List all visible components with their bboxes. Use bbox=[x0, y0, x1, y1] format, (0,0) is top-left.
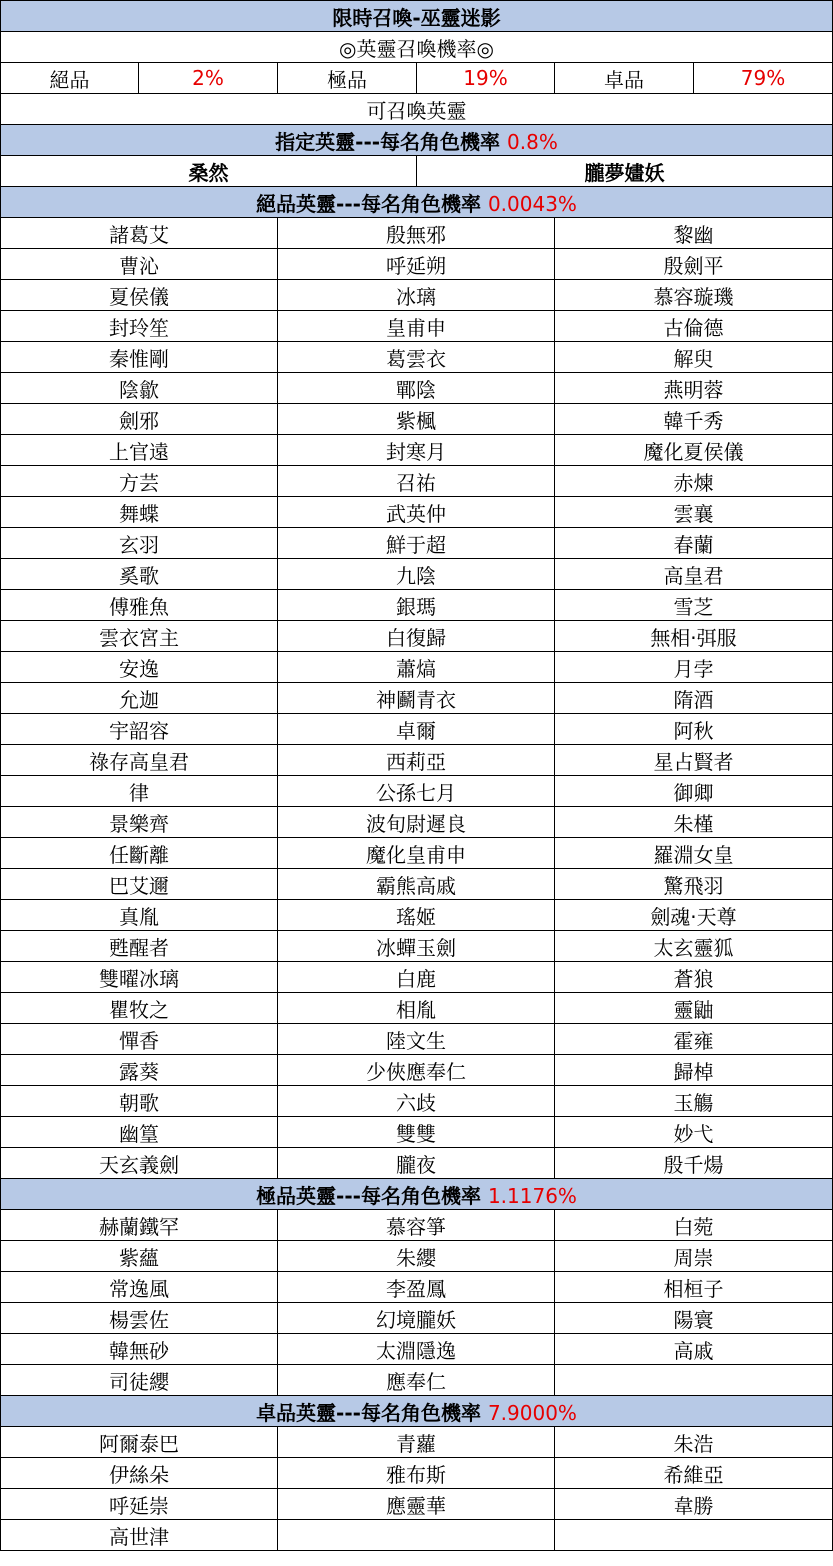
hero-name-cell: 九陰 bbox=[278, 559, 555, 590]
hero-name-cell: 希維亞 bbox=[555, 1458, 833, 1489]
hero-name-cell: 祿存高皇君 bbox=[1, 745, 278, 776]
hero-row bbox=[1, 404, 833, 435]
hero-name-cell: 太淵隱逸 bbox=[278, 1334, 555, 1365]
hero-name-cell: 韋勝 bbox=[555, 1489, 833, 1520]
hero-name-cell: 律 bbox=[1, 776, 278, 807]
hero-name-cell: 真胤 bbox=[1, 900, 278, 931]
hero-name-cell: 舞蝶 bbox=[1, 497, 278, 528]
rate-label-rare: 卓品 bbox=[555, 63, 694, 94]
hero-name-cell: 陸文生 bbox=[278, 1024, 555, 1055]
hero-row bbox=[1, 590, 833, 621]
hero-name-cell: 靈鼬 bbox=[555, 993, 833, 1024]
hero-name-cell: 阿秋 bbox=[555, 714, 833, 745]
hero-name-cell: 朱槿 bbox=[555, 807, 833, 838]
rate-subtitle: ◎英靈召喚機率◎ bbox=[1, 32, 833, 63]
hero-name-cell: 燕明蓉 bbox=[555, 373, 833, 404]
hero-name-cell: 楊雲佐 bbox=[1, 1303, 278, 1334]
designated-hero: 桑然 bbox=[1, 156, 417, 187]
summonable-label: 可召喚英靈 bbox=[1, 94, 833, 125]
hero-row bbox=[1, 1520, 833, 1551]
hero-row bbox=[1, 1303, 833, 1334]
hero-name-cell: 任斷離 bbox=[1, 838, 278, 869]
hero-row bbox=[1, 218, 833, 249]
hero-name-cell: 雪芝 bbox=[555, 590, 833, 621]
hero-name-cell: 殷劍平 bbox=[555, 249, 833, 280]
hero-name-cell: 殷無邪 bbox=[278, 218, 555, 249]
section-header-text: 卓品英靈---每名角色機率 bbox=[256, 1400, 481, 1425]
hero-name-cell: 景樂齊 bbox=[1, 807, 278, 838]
hero-row bbox=[1, 1427, 833, 1458]
rate-row bbox=[1, 63, 833, 94]
hero-name-cell: 玉觴 bbox=[555, 1086, 833, 1117]
hero-row bbox=[1, 311, 833, 342]
hero-row bbox=[1, 249, 833, 280]
hero-row bbox=[1, 435, 833, 466]
section-header-row bbox=[1, 1396, 833, 1427]
hero-row bbox=[1, 838, 833, 869]
hero-name-cell: 朧夜 bbox=[278, 1148, 555, 1179]
hero-row bbox=[1, 869, 833, 900]
hero-name-cell: 天玄義劍 bbox=[1, 1148, 278, 1179]
hero-name-cell: 應奉仁 bbox=[278, 1365, 555, 1396]
section-rate: 0.0043% bbox=[487, 191, 577, 216]
hero-row bbox=[1, 931, 833, 962]
hero-name-cell: 魔化皇甫申 bbox=[278, 838, 555, 869]
hero-name-cell: 封寒月 bbox=[278, 435, 555, 466]
title-row bbox=[1, 1, 833, 32]
hero-name-cell: 赫蘭鐵罕 bbox=[1, 1210, 278, 1241]
hero-name-cell: 劍魂·天尊 bbox=[555, 900, 833, 931]
hero-name-cell bbox=[278, 1520, 555, 1551]
hero-name-cell: 呼延朔 bbox=[278, 249, 555, 280]
hero-name-cell: 應靈華 bbox=[278, 1489, 555, 1520]
hero-row bbox=[1, 1334, 833, 1365]
hero-name-cell: 諸葛艾 bbox=[1, 218, 278, 249]
hero-name-cell: 白復歸 bbox=[278, 621, 555, 652]
rate-value-epic: 19% bbox=[417, 63, 555, 94]
hero-name-cell bbox=[555, 1520, 833, 1551]
rate-label-legendary: 絕品 bbox=[1, 63, 139, 94]
hero-name-cell: 皇甫申 bbox=[278, 311, 555, 342]
section-header bbox=[1, 187, 833, 218]
hero-name-cell: 宇韶容 bbox=[1, 714, 278, 745]
hero-name-cell: 羅淵女皇 bbox=[555, 838, 833, 869]
hero-name-cell: 韓無砂 bbox=[1, 1334, 278, 1365]
hero-name-cell: 李盈鳳 bbox=[278, 1272, 555, 1303]
hero-name-cell: 星占賢者 bbox=[555, 745, 833, 776]
hero-row bbox=[1, 1458, 833, 1489]
hero-row bbox=[1, 900, 833, 931]
hero-row bbox=[1, 1365, 833, 1396]
hero-name-cell: 赤煉 bbox=[555, 466, 833, 497]
hero-name-cell: 常逸風 bbox=[1, 1272, 278, 1303]
section-header-text: 指定英靈---每名角色機率 bbox=[275, 129, 501, 154]
designated-heroes-row bbox=[1, 156, 833, 187]
rate-label-epic: 極品 bbox=[278, 63, 417, 94]
hero-name-cell: 高世津 bbox=[1, 1520, 278, 1551]
hero-name-cell: 隋酒 bbox=[555, 683, 833, 714]
hero-name-cell: 青蘿 bbox=[278, 1427, 555, 1458]
hero-name-cell: 阿爾泰巴 bbox=[1, 1427, 278, 1458]
hero-name-cell: 劍邪 bbox=[1, 404, 278, 435]
hero-name-cell: 雙曜冰璃 bbox=[1, 962, 278, 993]
hero-name-cell: 銀瑪 bbox=[278, 590, 555, 621]
hero-name-cell: 魔化夏侯儀 bbox=[555, 435, 833, 466]
hero-row bbox=[1, 466, 833, 497]
hero-name-cell: 黎幽 bbox=[555, 218, 833, 249]
hero-name-cell: 召祐 bbox=[278, 466, 555, 497]
hero-name-cell: 蒼狼 bbox=[555, 962, 833, 993]
hero-name-cell: 幽篁 bbox=[1, 1117, 278, 1148]
hero-row bbox=[1, 1210, 833, 1241]
summonable-row bbox=[1, 94, 833, 125]
hero-name-cell: 西莉亞 bbox=[278, 745, 555, 776]
hero-row bbox=[1, 280, 833, 311]
hero-name-cell: 奚歌 bbox=[1, 559, 278, 590]
section-header-text: 絕品英靈---每名角色機率 bbox=[256, 191, 481, 216]
hero-row bbox=[1, 993, 833, 1024]
hero-row bbox=[1, 1241, 833, 1272]
hero-name-cell bbox=[555, 1365, 833, 1396]
hero-name-cell: 六歧 bbox=[278, 1086, 555, 1117]
hero-name-cell: 呼延崇 bbox=[1, 1489, 278, 1520]
hero-name-cell: 雅布斯 bbox=[278, 1458, 555, 1489]
rate-value-rare: 79% bbox=[694, 63, 833, 94]
hero-name-cell: 司徒纓 bbox=[1, 1365, 278, 1396]
hero-name-cell: 高戚 bbox=[555, 1334, 833, 1365]
hero-name-cell: 歸棹 bbox=[555, 1055, 833, 1086]
hero-row bbox=[1, 621, 833, 652]
hero-name-cell: 朝歌 bbox=[1, 1086, 278, 1117]
page-title: 限時召喚-巫靈迷影 bbox=[1, 1, 833, 32]
hero-name-cell: 陰歙 bbox=[1, 373, 278, 404]
designated-header-row bbox=[1, 125, 833, 156]
section-rate: 7.9000% bbox=[487, 1400, 577, 1425]
hero-name-cell: 高皇君 bbox=[555, 559, 833, 590]
hero-name-cell: 傅雅魚 bbox=[1, 590, 278, 621]
designated-hero: 朧夢嫿妖 bbox=[417, 156, 833, 187]
hero-name-cell: 雲襄 bbox=[555, 497, 833, 528]
hero-name-cell: 冰蟬玉劍 bbox=[278, 931, 555, 962]
subtitle-row bbox=[1, 32, 833, 63]
hero-name-cell: 驚飛羽 bbox=[555, 869, 833, 900]
hero-row bbox=[1, 342, 833, 373]
hero-row bbox=[1, 497, 833, 528]
hero-name-cell: 殷千煬 bbox=[555, 1148, 833, 1179]
hero-name-cell: 冰璃 bbox=[278, 280, 555, 311]
hero-name-cell: 夏侯儀 bbox=[1, 280, 278, 311]
hero-name-cell: 曹沁 bbox=[1, 249, 278, 280]
hero-name-cell: 無相·弭服 bbox=[555, 621, 833, 652]
hero-row bbox=[1, 776, 833, 807]
section-rate: 1.1176% bbox=[487, 1183, 577, 1208]
hero-name-cell: 解臾 bbox=[555, 342, 833, 373]
hero-name-cell: 古倫德 bbox=[555, 311, 833, 342]
hero-name-cell: 鮮于超 bbox=[278, 528, 555, 559]
hero-name-cell: 相胤 bbox=[278, 993, 555, 1024]
hero-name-cell: 瞿牧之 bbox=[1, 993, 278, 1024]
hero-name-cell: 巴艾邇 bbox=[1, 869, 278, 900]
hero-name-cell: 上官遠 bbox=[1, 435, 278, 466]
hero-name-cell: 甦醒者 bbox=[1, 931, 278, 962]
hero-name-cell: 紫蘊 bbox=[1, 1241, 278, 1272]
hero-row bbox=[1, 1489, 833, 1520]
hero-name-cell: 伊絲朵 bbox=[1, 1458, 278, 1489]
hero-name-cell: 韓千秀 bbox=[555, 404, 833, 435]
hero-name-cell: 御卿 bbox=[555, 776, 833, 807]
hero-row bbox=[1, 714, 833, 745]
hero-name-cell: 少俠應奉仁 bbox=[278, 1055, 555, 1086]
hero-name-cell: 白菀 bbox=[555, 1210, 833, 1241]
hero-row bbox=[1, 528, 833, 559]
section-header bbox=[1, 1179, 833, 1210]
hero-name-cell: 公孫七月 bbox=[278, 776, 555, 807]
hero-row bbox=[1, 652, 833, 683]
section-rate: 0.8% bbox=[507, 129, 558, 154]
hero-name-cell: 瑤姬 bbox=[278, 900, 555, 931]
hero-row bbox=[1, 683, 833, 714]
hero-name-cell: 方芸 bbox=[1, 466, 278, 497]
hero-name-cell: 玄羽 bbox=[1, 528, 278, 559]
hero-row bbox=[1, 1148, 833, 1179]
hero-name-cell: 神鬬青衣 bbox=[278, 683, 555, 714]
section-header bbox=[1, 1396, 833, 1427]
hero-name-cell: 慕容箏 bbox=[278, 1210, 555, 1241]
hero-name-cell: 蕭熇 bbox=[278, 652, 555, 683]
rate-value-legendary: 2% bbox=[139, 63, 278, 94]
hero-name-cell: 武英仲 bbox=[278, 497, 555, 528]
hero-name-cell: 朱纓 bbox=[278, 1241, 555, 1272]
hero-name-cell: 霸熊高戚 bbox=[278, 869, 555, 900]
hero-row bbox=[1, 1055, 833, 1086]
section-header-row bbox=[1, 1179, 833, 1210]
designated-header bbox=[1, 125, 833, 156]
hero-name-cell: 白鹿 bbox=[278, 962, 555, 993]
hero-name-cell: 月孛 bbox=[555, 652, 833, 683]
hero-name-cell: 允迦 bbox=[1, 683, 278, 714]
hero-name-cell: 波旬尉遲良 bbox=[278, 807, 555, 838]
section-header-text: 極品英靈---每名角色機率 bbox=[256, 1183, 481, 1208]
hero-name-cell: 陽寰 bbox=[555, 1303, 833, 1334]
hero-name-cell: 慕容璇璣 bbox=[555, 280, 833, 311]
hero-row bbox=[1, 1117, 833, 1148]
hero-row bbox=[1, 962, 833, 993]
hero-name-cell: 幻境朧妖 bbox=[278, 1303, 555, 1334]
hero-row bbox=[1, 1272, 833, 1303]
hero-row bbox=[1, 745, 833, 776]
hero-name-cell: 妙弋 bbox=[555, 1117, 833, 1148]
hero-name-cell: 秦惟剛 bbox=[1, 342, 278, 373]
hero-name-cell: 雲衣宮主 bbox=[1, 621, 278, 652]
hero-name-cell: 春蘭 bbox=[555, 528, 833, 559]
hero-name-cell: 鄲陰 bbox=[278, 373, 555, 404]
section-header-row bbox=[1, 187, 833, 218]
hero-row bbox=[1, 559, 833, 590]
hero-row bbox=[1, 807, 833, 838]
hero-name-cell: 周崇 bbox=[555, 1241, 833, 1272]
hero-name-cell: 紫楓 bbox=[278, 404, 555, 435]
hero-name-cell: 露葵 bbox=[1, 1055, 278, 1086]
hero-name-cell: 雙雙 bbox=[278, 1117, 555, 1148]
hero-name-cell: 卓爾 bbox=[278, 714, 555, 745]
hero-row bbox=[1, 373, 833, 404]
hero-name-cell: 相桓子 bbox=[555, 1272, 833, 1303]
hero-name-cell: 太玄靈狐 bbox=[555, 931, 833, 962]
hero-name-cell: 霍雍 bbox=[555, 1024, 833, 1055]
hero-name-cell: 封玲笙 bbox=[1, 311, 278, 342]
hero-name-cell: 憚香 bbox=[1, 1024, 278, 1055]
hero-row bbox=[1, 1024, 833, 1055]
hero-name-cell: 朱浩 bbox=[555, 1427, 833, 1458]
hero-row bbox=[1, 1086, 833, 1117]
hero-name-cell: 葛雲衣 bbox=[278, 342, 555, 373]
hero-name-cell: 安逸 bbox=[1, 652, 278, 683]
